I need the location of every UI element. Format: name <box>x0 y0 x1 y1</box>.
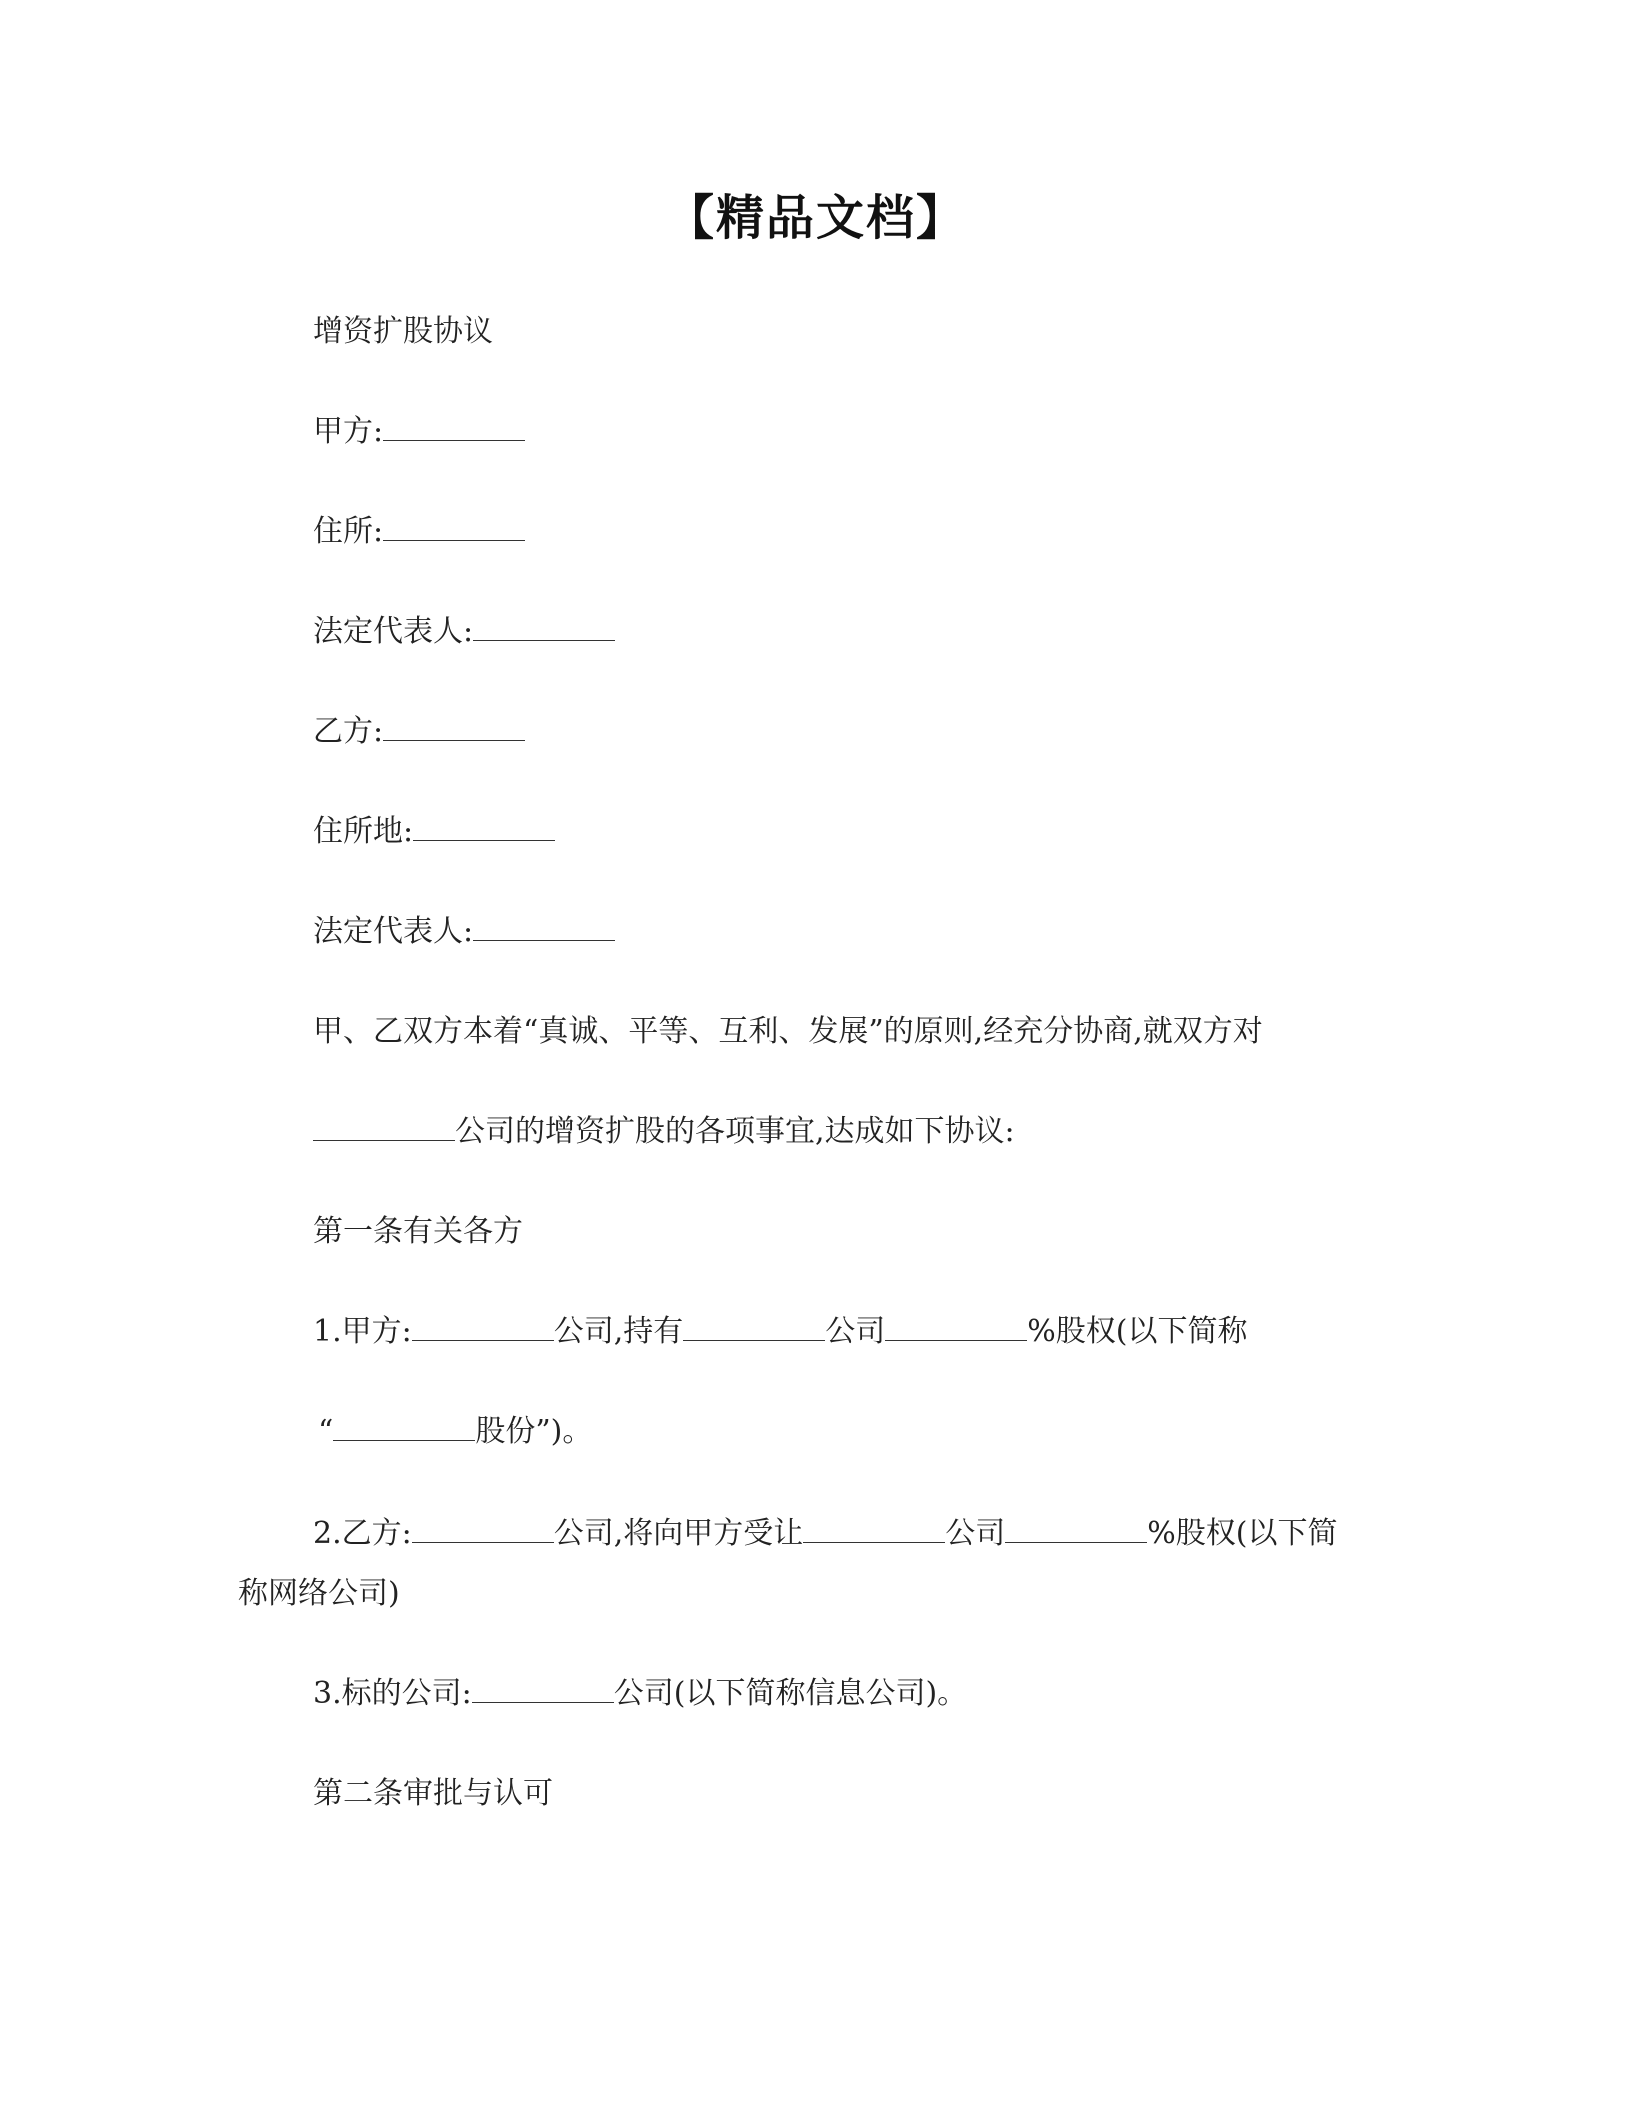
item-3-text-1: 公司(以下简称信息公司)。 <box>613 1676 968 1711</box>
item-1-text-3: %股权(以下简称 <box>1027 1314 1248 1349</box>
rep-a-blank <box>473 614 615 641</box>
article-1-item-3 <box>313 1674 967 1714</box>
item-1-text-2: 公司 <box>825 1314 886 1349</box>
page-title: 【精品文档】 <box>665 190 966 246</box>
item-2-text-2: 公司 <box>945 1516 1006 1551</box>
party-b-line <box>313 712 525 752</box>
item-1-blank-3 <box>885 1314 1027 1341</box>
item-2-blank-1 <box>412 1516 554 1543</box>
item-1-prefix: 1.甲方: <box>313 1314 412 1349</box>
address-b-blank <box>413 814 555 841</box>
item-2-blank-3 <box>1005 1516 1147 1543</box>
address-b-label: 住所地: <box>313 814 414 849</box>
item-1-text-1: 公司,持有 <box>553 1314 684 1349</box>
item-2-blank-2 <box>803 1516 945 1543</box>
address-a-blank <box>383 514 525 541</box>
intro-company-blank <box>313 1114 455 1141</box>
rep-b-blank <box>473 914 615 941</box>
rep-b-line <box>313 912 615 952</box>
article-1-item-2 <box>313 1514 1338 1554</box>
item-3-blank-1 <box>472 1676 614 1703</box>
article-1-heading: 第一条有关各方 <box>313 1214 523 1249</box>
document-name: 增资扩股协议 <box>313 314 493 349</box>
address-a-label: 住所: <box>313 514 384 549</box>
item-1-close-text: 股份”)。 <box>475 1414 593 1449</box>
party-a-label: 甲方: <box>313 414 384 449</box>
item-1-open-quote: “ <box>318 1414 334 1449</box>
article-1-item-2-cont: 称网络公司) <box>238 1576 400 1611</box>
party-b-blank <box>383 714 525 741</box>
address-b-line <box>313 812 555 852</box>
party-a-line <box>313 412 525 452</box>
address-a-line <box>313 512 525 552</box>
rep-b-label: 法定代表人: <box>313 914 474 949</box>
party-a-blank <box>383 414 525 441</box>
rep-a-label: 法定代表人: <box>313 614 474 649</box>
article-1-item-1-cont <box>318 1412 592 1452</box>
item-2-text-3: %股权(以下简 <box>1147 1516 1338 1551</box>
intro-line-2 <box>313 1112 1015 1152</box>
intro-line-1: 甲、乙双方本着“真诚、平等、互利、发展”的原则,经充分协商,就双方对 <box>313 1014 1263 1049</box>
intro-line-2-text: 公司的增资扩股的各项事宜,达成如下协议: <box>455 1114 1015 1149</box>
item-1-blank-1 <box>412 1314 554 1341</box>
article-1-item-1 <box>313 1312 1248 1352</box>
item-1-blank-2 <box>683 1314 825 1341</box>
party-b-label: 乙方: <box>313 714 384 749</box>
item-2-text-1: 公司,将向甲方受让 <box>553 1516 804 1551</box>
article-2-heading: 第二条审批与认可 <box>313 1776 553 1811</box>
item-2-prefix: 2.乙方: <box>313 1516 412 1551</box>
rep-a-line <box>313 612 615 652</box>
item-1-blank-4 <box>333 1414 475 1441</box>
item-3-prefix: 3.标的公司: <box>313 1676 472 1711</box>
